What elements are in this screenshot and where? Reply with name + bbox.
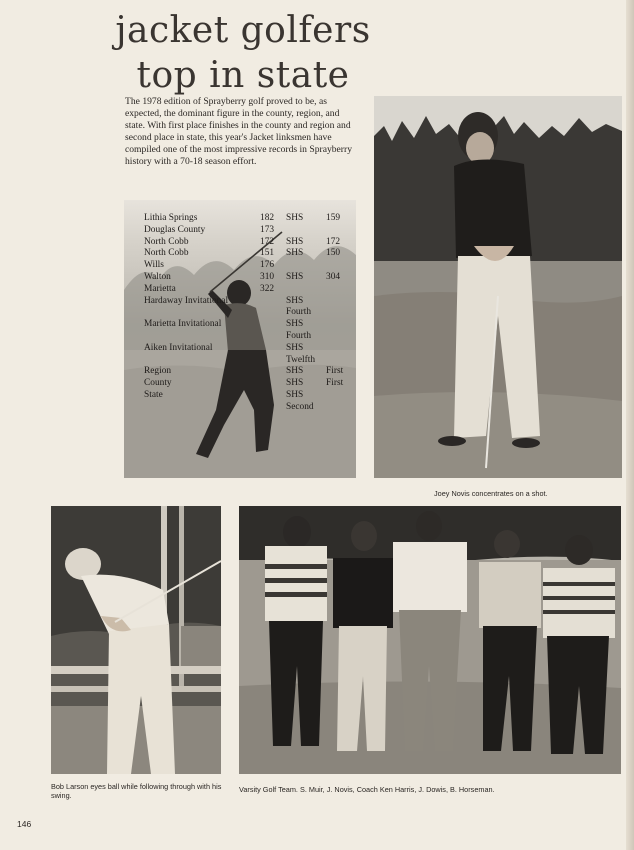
season-scores-table — [144, 213, 374, 414]
page-number: 146 — [17, 819, 32, 829]
opponent-score: 322 — [260, 283, 275, 294]
score-row — [144, 237, 374, 249]
team-score: 304 — [326, 271, 341, 282]
caption-novis: Joey Novis concentrates on a shot. — [434, 489, 548, 498]
score-row — [144, 366, 374, 378]
opponent-score: 176 — [260, 260, 275, 271]
score-row — [144, 390, 374, 414]
team-score: 159 — [326, 213, 341, 223]
team-label: SHS — [286, 248, 304, 259]
caption-team: Varsity Golf Team. S. Muir, J. Novis, Coach Ken Harris, J. Dowis, B. Horseman. — [239, 785, 495, 794]
opponent-name: North Cobb — [144, 236, 189, 247]
score-row — [144, 296, 374, 320]
opponent-score: 151 — [260, 248, 275, 259]
opponent-name: Douglas County — [144, 224, 206, 235]
opponent-name: Aiken Invitational — [144, 342, 213, 353]
page-edge — [626, 0, 634, 850]
score-row — [144, 272, 374, 284]
score-row — [144, 260, 374, 272]
caption-larson: Bob Larson eyes ball while following through with his swing. — [51, 782, 222, 801]
opponent-name: Marietta — [144, 283, 176, 294]
team-score: First — [326, 378, 344, 389]
opponent-name: State — [144, 389, 163, 400]
opponent-name: County — [144, 378, 172, 389]
opponent-name: Marietta Invitational — [144, 319, 222, 330]
bob-larson-photo — [51, 506, 221, 774]
team-label: SHS Second — [286, 389, 314, 412]
team-score: 172 — [326, 236, 341, 247]
opponent-name: Hardaway Invitational — [144, 295, 229, 306]
opponent-score: 173 — [260, 224, 275, 235]
opponent-score: 172 — [260, 236, 275, 247]
team-label: SHS Fourth — [286, 295, 312, 318]
score-row — [144, 248, 374, 260]
opponent-name: Region — [144, 366, 172, 377]
headline — [108, 8, 378, 98]
score-row — [144, 319, 374, 343]
team-label: SHS — [286, 378, 304, 389]
score-row — [144, 225, 374, 237]
headline-line-2: top in state — [136, 55, 350, 96]
opponent-name: Lithia Springs — [144, 213, 198, 223]
intro-paragraph: The 1978 edition of Sprayberry golf proved to be, as expected, the dominant figure in the county, region, and state. With first place finishes in the county and region and second place in state, this year's Jacket linksmen have compiled one of the most impressive records in Sprayberry history with a 70-18 season effort. — [125, 96, 352, 168]
team-label: SHS — [286, 271, 304, 282]
opponent-name: North Cobb — [144, 248, 189, 259]
team-label: SHS — [286, 213, 304, 223]
score-row — [144, 343, 374, 367]
varsity-team-photo — [239, 506, 621, 774]
opponent-name: Wills — [144, 260, 164, 271]
team-label: SHS Fourth — [286, 319, 312, 341]
opponent-name: Walton — [144, 271, 171, 282]
opponent-score: 182 — [260, 213, 275, 223]
score-row — [144, 213, 374, 225]
team-score: 150 — [326, 248, 341, 259]
headline-line-1: jacket golfers — [115, 10, 371, 51]
team-label: SHS — [286, 236, 304, 247]
joey-novis-photo — [374, 96, 622, 478]
score-row — [144, 284, 374, 296]
team-label: SHS Twelfth — [286, 342, 316, 365]
team-label: SHS — [286, 366, 304, 377]
team-score: First — [326, 366, 344, 377]
opponent-score: 310 — [260, 271, 275, 282]
score-row — [144, 378, 374, 390]
